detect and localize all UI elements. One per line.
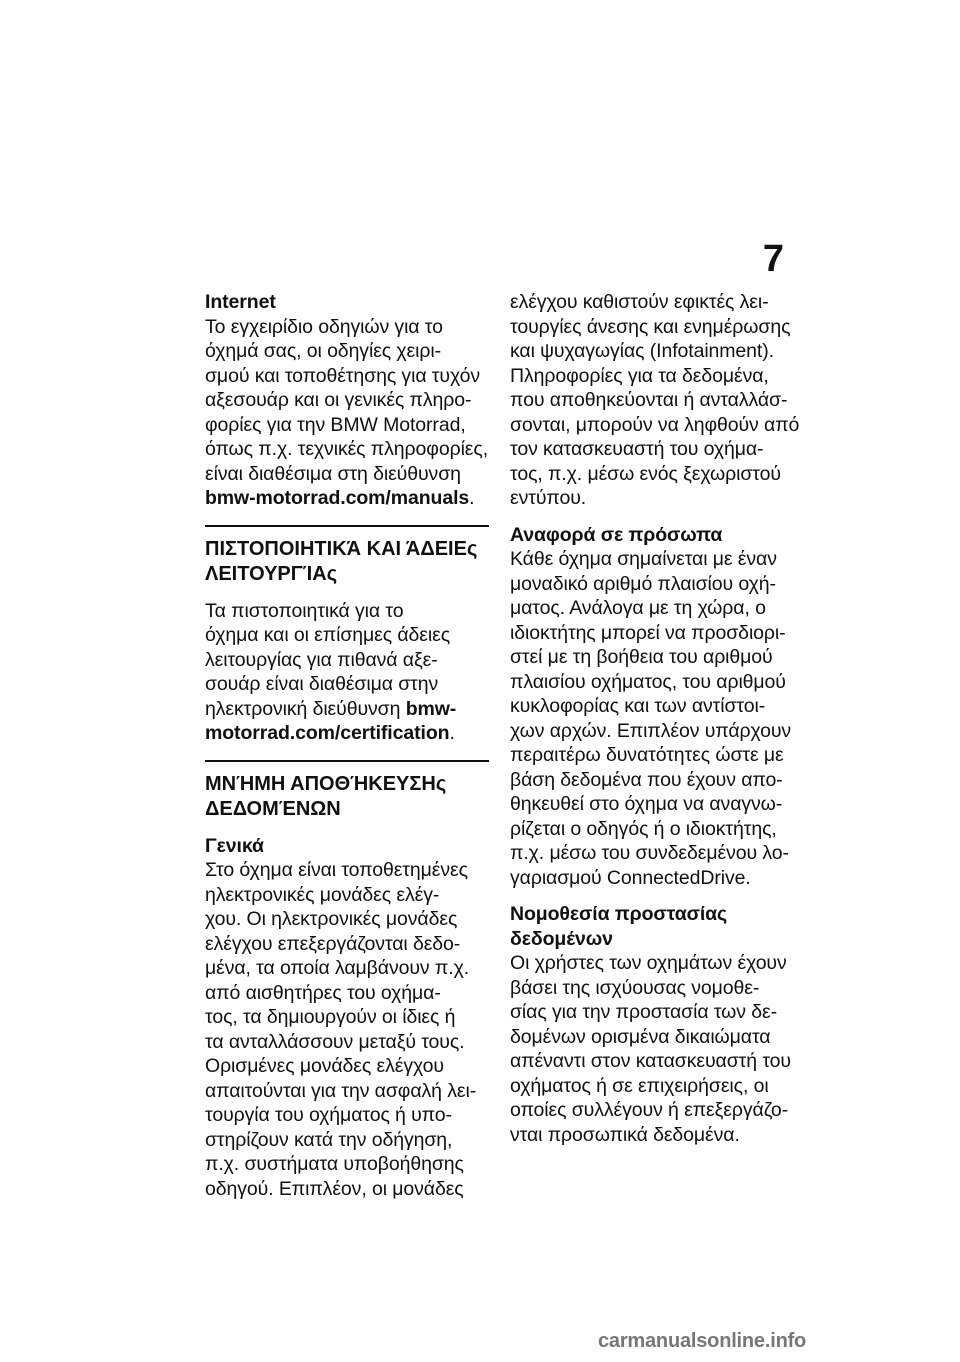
punctuation: . bbox=[449, 722, 455, 744]
data-protection-heading-cont: δεδομένων bbox=[510, 927, 613, 950]
paragraph-line: σονται, μπορούν να ληφθούν από bbox=[510, 413, 800, 436]
paragraph-line: Οι χρήστες των οχημάτων έχουν bbox=[510, 952, 787, 974]
certificates-paragraph bbox=[205, 599, 495, 746]
paragraph-line: βάσει της ισχύουσας νομοθε- bbox=[510, 976, 760, 999]
paragraph-line: ματος. Ανάλογα με τη χώρα, ο bbox=[510, 597, 766, 619]
paragraph-line: σίας για την προστασία των δε- bbox=[510, 1001, 777, 1023]
paragraph-line: απαιτούνται για την ασφαλή λει- bbox=[205, 1079, 477, 1102]
paragraph-line: Τα πιστοποιητικά για το bbox=[205, 599, 404, 622]
paragraph-line: είναι διαθέσιμα στη διεύθυνση bbox=[205, 462, 461, 485]
data-protection-heading: Νομοθεσία προστασίας bbox=[510, 903, 728, 925]
memory-section-title-cont: ΔΕΔΟΜΈΝΩΝ bbox=[205, 797, 341, 820]
paragraph-line: Το εγχειρίδιο οδηγιών για το bbox=[205, 315, 443, 338]
paragraph-line: τον κατασκευαστή του οχήμα- bbox=[510, 438, 764, 460]
internet-paragraph bbox=[205, 315, 495, 511]
personal-reference-paragraph bbox=[510, 547, 792, 890]
punctuation: . bbox=[469, 487, 475, 509]
page-number: 7 bbox=[762, 238, 784, 280]
paragraph-line: χου. Οι ηλεκτρονικές μονάδες bbox=[205, 908, 458, 930]
paragraph-line: που αποθηκεύονται ή ανταλλάσ- bbox=[510, 389, 788, 411]
paragraph-line: θηκευθεί στο όχημα να αναγνω- bbox=[510, 793, 783, 815]
paragraph-line: εντύπου. bbox=[510, 487, 587, 509]
memory-section-title: ΜΝΉΜΗ ΑΠΟΘΉΚΕΥΣΗς bbox=[205, 772, 447, 795]
paragraph-line: φορίες για την BMW Motorrad, bbox=[205, 413, 466, 436]
internet-heading: Internet bbox=[205, 291, 276, 313]
paragraph-line bbox=[205, 486, 495, 511]
section-divider bbox=[205, 525, 489, 527]
paragraph-line: πλαισίου οχήματος, του αριθμού bbox=[510, 670, 786, 693]
paragraph-line: Κάθε όχημα σημαίνεται με έναν bbox=[510, 548, 777, 570]
paragraph-line: γαριασμού ConnectedDrive. bbox=[510, 866, 751, 889]
paragraph-line: τος, π.χ. μέσω ενός ξεχωριστού bbox=[510, 462, 781, 485]
paragraph-line: σουάρ είναι διαθέσιμα στην bbox=[205, 673, 439, 695]
paragraph-line: χων αρχών. Επιπλέον υπάρχουν bbox=[510, 719, 792, 742]
paragraph-line: όπως π.χ. τεχνικές πληροφορίες, bbox=[205, 438, 489, 460]
paragraph-line: λειτουργίας για πιθανά αξε- bbox=[205, 648, 438, 671]
certificates-section-title: ΠΙΣΤΟΠΟΙΗΤΙΚΆ ΚΑΙ ΆΔΕΙΕς bbox=[205, 537, 478, 560]
manuals-link[interactable]: bmw-motorrad.com/manuals bbox=[205, 487, 470, 509]
paragraph-line: σμού και τοποθέτησης για τυχόν bbox=[205, 364, 480, 387]
paragraph-line: Ορισμένες μονάδες ελέγχου bbox=[205, 1055, 444, 1077]
paragraph-line: στεί με τη βοήθεια του αριθμού bbox=[510, 646, 773, 668]
paragraph-line: τουργία του οχήματος ή υπο- bbox=[205, 1104, 452, 1126]
paragraph-line: από αισθητήρες του οχήμα- bbox=[205, 981, 441, 1004]
general-heading: Γενικά bbox=[205, 834, 264, 857]
paragraph-line: τουργίες άνεσης και ενημέρωσης bbox=[510, 315, 791, 338]
line-text: ηλεκτρονική διεύθυνση bbox=[205, 697, 401, 720]
paragraph-line: οδηγού. Επιπλέον, οι μονάδες bbox=[205, 1177, 464, 1200]
certification-link[interactable]: motorrad.com/certification bbox=[205, 722, 450, 744]
paragraph-line: ηλεκτρονικές μονάδες ελέγ- bbox=[205, 883, 440, 906]
paragraph-line: Πληροφορίες για τα δεδομένα, bbox=[510, 364, 769, 387]
paragraph-line: όχημα και οι επίσημες άδειες bbox=[205, 624, 451, 646]
paragraph-line: τος, τα δημιουργούν οι ίδιες ή bbox=[205, 1006, 456, 1028]
paragraph-line: π.χ. συστήματα υποβοήθησης bbox=[205, 1153, 464, 1175]
paragraph-line: περαιτέρω δυνατότητες ώστε με bbox=[510, 744, 784, 766]
paragraph-line: στηρίζουν κατά την οδήγηση, bbox=[205, 1128, 453, 1151]
paragraph-line: ιδιοκτήτης μπορεί να προσδιορι- bbox=[510, 621, 786, 644]
paragraph-line: ελέγχου καθιστούν εφικτές λει- bbox=[510, 291, 769, 313]
paragraph-line: ελέγχου επεξεργάζονται δεδο- bbox=[205, 932, 461, 955]
paragraph-line: ρίζεται ο οδηγός ή ο ιδιοκτήτης, bbox=[510, 817, 777, 840]
paragraph-line: μένα, τα οποία λαμβάνουν π.χ. bbox=[205, 957, 470, 979]
data-protection-paragraph bbox=[510, 951, 791, 1147]
paragraph-line: Στο όχημα είναι τοποθετημένες bbox=[205, 859, 468, 881]
paragraph-line: κυκλοφορίας και των αντίστοι- bbox=[510, 695, 766, 717]
paragraph-line: τα ανταλλάσσουν μεταξύ τους. bbox=[205, 1030, 465, 1053]
certification-link-start[interactable]: bmw- bbox=[405, 697, 457, 720]
left-column bbox=[205, 290, 495, 1201]
general-paragraph bbox=[205, 858, 495, 1201]
continued-paragraph bbox=[510, 290, 800, 511]
paragraph-line: οποίες συλλέγουν ή επεξεργάζο- bbox=[510, 1099, 789, 1121]
paragraph-line: π.χ. μέσω του συνδεδεμένου λο- bbox=[510, 842, 789, 864]
right-column bbox=[510, 290, 800, 1147]
paragraph-line: απέναντι στον κατασκευαστή του bbox=[510, 1050, 791, 1072]
paragraph-line: μοναδικό αριθμό πλαισίου οχή- bbox=[510, 572, 776, 595]
paragraph-line: οχήματος ή σε επιχειρήσεις, οι bbox=[510, 1074, 769, 1097]
paragraph-line: βάση δεδομένα που έχουν απο- bbox=[510, 768, 783, 791]
paragraph-line: και ψυχαγωγίας (Infotainment). bbox=[510, 340, 774, 362]
certificates-section-title-cont: ΛΕΙΤΟΥΡΓΊΑς bbox=[205, 562, 338, 585]
paragraph-line: αξεσουάρ και οι γενικές πληρο- bbox=[205, 389, 472, 411]
paragraph-line bbox=[205, 721, 495, 746]
section-divider bbox=[205, 760, 489, 762]
paragraph-line: νται προσωπικά δεδομένα. bbox=[510, 1123, 740, 1146]
paragraph-line: όχημά σας, οι οδηγίες χειρι- bbox=[205, 340, 441, 362]
paragraph-line bbox=[205, 697, 495, 722]
personal-reference-heading: Αναφορά σε πρόσωπα bbox=[510, 523, 723, 546]
paragraph-line: δομένων ορισμένα δικαιώματα bbox=[510, 1025, 771, 1048]
watermark: carmanualsonline.info bbox=[598, 1330, 807, 1352]
